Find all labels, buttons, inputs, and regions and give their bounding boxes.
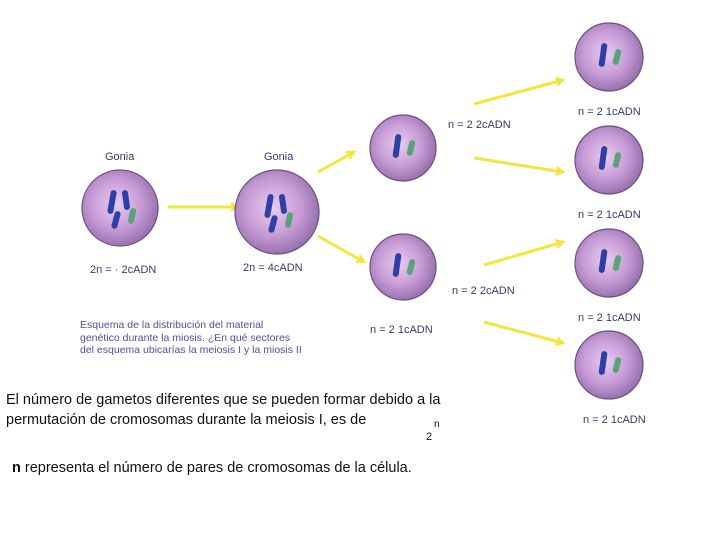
formula-exponent: n xyxy=(434,419,440,430)
label-final-4: n = 2 1cADN xyxy=(583,414,646,426)
cell xyxy=(370,234,436,300)
cell xyxy=(575,126,643,194)
note-variable: n xyxy=(12,460,21,476)
cell xyxy=(235,170,319,254)
label-gonia-right: Gonia xyxy=(264,151,294,163)
label-mid-bottom-below: n = 2 1cADN xyxy=(370,324,433,336)
arrow xyxy=(474,158,563,175)
cell xyxy=(575,23,643,91)
arrow xyxy=(474,78,563,104)
cell xyxy=(575,229,643,297)
arrow xyxy=(168,203,238,211)
arrow xyxy=(318,152,354,172)
label-ploidy-right: 2n = 4cADN xyxy=(243,262,303,274)
arrow xyxy=(484,240,563,265)
diagram-caption xyxy=(80,319,370,357)
label-final-3: n = 2 1cADN xyxy=(578,312,641,324)
caption-line: del esquema ubicarías la meiosis I y la miosis II xyxy=(80,344,302,356)
text-line-2: permutación de cromosomas durante la meiosis I, es de xyxy=(6,412,367,428)
cell xyxy=(370,115,436,181)
cell xyxy=(82,170,158,246)
caption-line: genético durante la miosis. ¿En qué sectores xyxy=(80,331,291,344)
text-line-1: El número de gametos diferentes que se pueden formar debido a la xyxy=(6,392,441,408)
label-gonia-left: Gonia xyxy=(105,151,135,163)
arrow xyxy=(318,236,364,262)
label-mid-bottom-right: n = 2 2cADN xyxy=(452,285,515,297)
formula-base: 2 xyxy=(426,431,433,443)
note-text: representa el número de pares de cromosomas de la célula. xyxy=(20,460,412,476)
cell xyxy=(575,331,643,399)
arrow xyxy=(484,322,563,345)
label-ploidy-left: 2n = · 2cADN xyxy=(90,264,157,276)
caption-line: Esquema de la distribución del material xyxy=(80,319,264,331)
label-final-1: n = 2 1cADN xyxy=(578,106,641,118)
label-final-2: n = 2 1cADN xyxy=(578,209,641,221)
note-line xyxy=(12,460,412,476)
label-mid-top: n = 2 2cADN xyxy=(448,119,511,131)
